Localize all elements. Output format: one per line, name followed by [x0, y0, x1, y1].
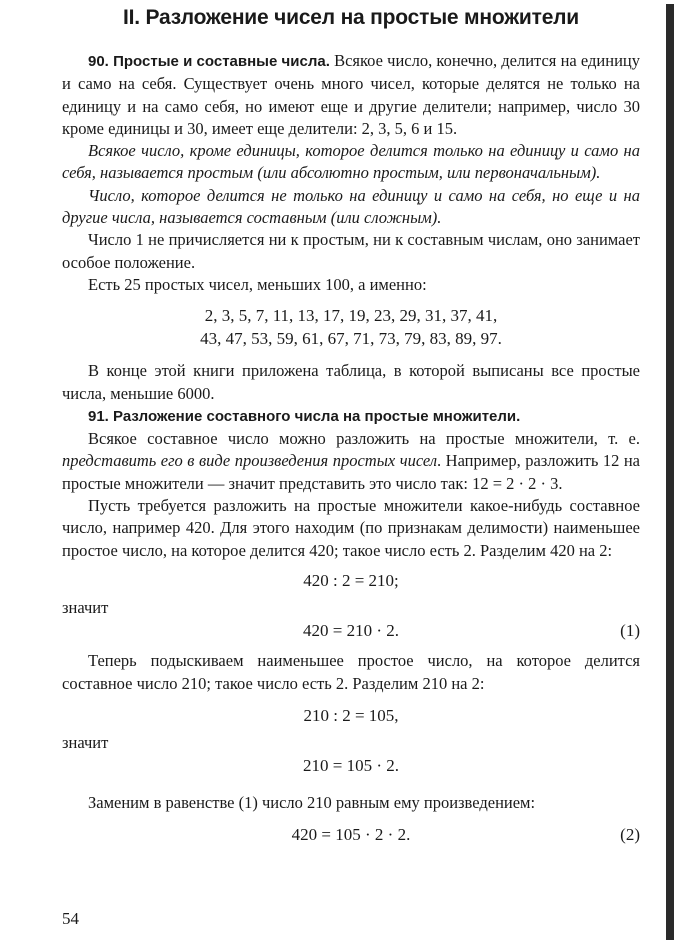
equation-3: 210 : 2 = 105,	[303, 705, 399, 725]
section91-heading: 91. Разложение составного числа на простые множители.	[88, 407, 521, 425]
section91-heading-line	[62, 405, 640, 428]
section91-paragraph-2: Пусть требуется разложить на простые множители какое-нибудь составное число, например 420. Для этого находим (по признакам делимости) наименьшее простое число, на которое делится 420; такое число есть 2. Разделим 420 на 2:	[62, 496, 640, 560]
equation-2-number: (1)	[620, 621, 640, 641]
section91-paragraph-3: Теперь подыскиваем наименьшее простое число, на которое делится составное число 210; такое число есть 2. Разделим 210 на 2:	[62, 651, 640, 693]
page-number: 54	[62, 909, 79, 928]
section90-intro: 90. Простые и составные числа. Всякое число, конечно, делится на единицу и само на себя. Существует очень много чисел, которые делятся не только на единицу и на само себя, но имеют еще и другие делители; например, число 30 кроме единицы и 30, имеет еще делители: 2, 3, 5, 6 и 15.	[62, 51, 640, 138]
table-note: В конце этой книги приложена таблица, в которой выписаны все простые числа, меньшие 6000.	[62, 361, 640, 403]
primes-line-2: 43, 47, 53, 59, 61, 67, 71, 73, 79, 83, 89, 97.	[200, 329, 502, 349]
znachit-1: значит	[62, 597, 109, 617]
book-page	[0, 4, 674, 940]
definition-prime: Всякое число, кроме единицы, которое делится только на единицу и само на себя, называется простым (или абсолютно простым, или первоначальным).	[62, 141, 640, 183]
equation-5-number: (2)	[620, 825, 640, 845]
chapter-title: II. Разложение чисел на простые множители	[122, 6, 580, 29]
equation-5: 420 = 105 · 2 · 2. (2)	[62, 823, 640, 847]
znachit-2: значит	[62, 732, 109, 752]
section91-paragraph-4: Заменим в равенстве (1) число 210 равным ему произведением:	[88, 793, 536, 813]
equation-1: 420 : 2 = 210;	[303, 570, 399, 590]
equation-4: 210 = 105 · 2.	[303, 756, 399, 776]
primes-list	[62, 304, 640, 350]
equation-2: 420 = 210 · 2. (1)	[62, 619, 640, 643]
one-note: Число 1 не причисляется ни к простым, ни к составным числам, оно занимает особое положение.	[62, 230, 640, 272]
scan-edge-strip	[666, 4, 674, 940]
section91-paragraph-1: Всякое составное число можно разложить на простые множители, т. е. представить его в виде произведения простых чисел. Например, разложить 12 на простые множители — значит представить это число так: 12 = 2 · 2 · 3.	[62, 429, 640, 493]
section90-heading: 90. Простые и составные числа.	[88, 53, 330, 70]
primes-count-note: Есть 25 простых чисел, меньших 100, а именно:	[88, 274, 427, 294]
primes-line-1: 2, 3, 5, 7, 11, 13, 17, 19, 23, 29, 31, 37, 41,	[204, 306, 498, 326]
page-body	[62, 50, 640, 847]
definition-composite: Число, которое делится не только на единицу и само на себя, но еще и на другие числа, называется составным (или сложным).	[62, 185, 640, 228]
